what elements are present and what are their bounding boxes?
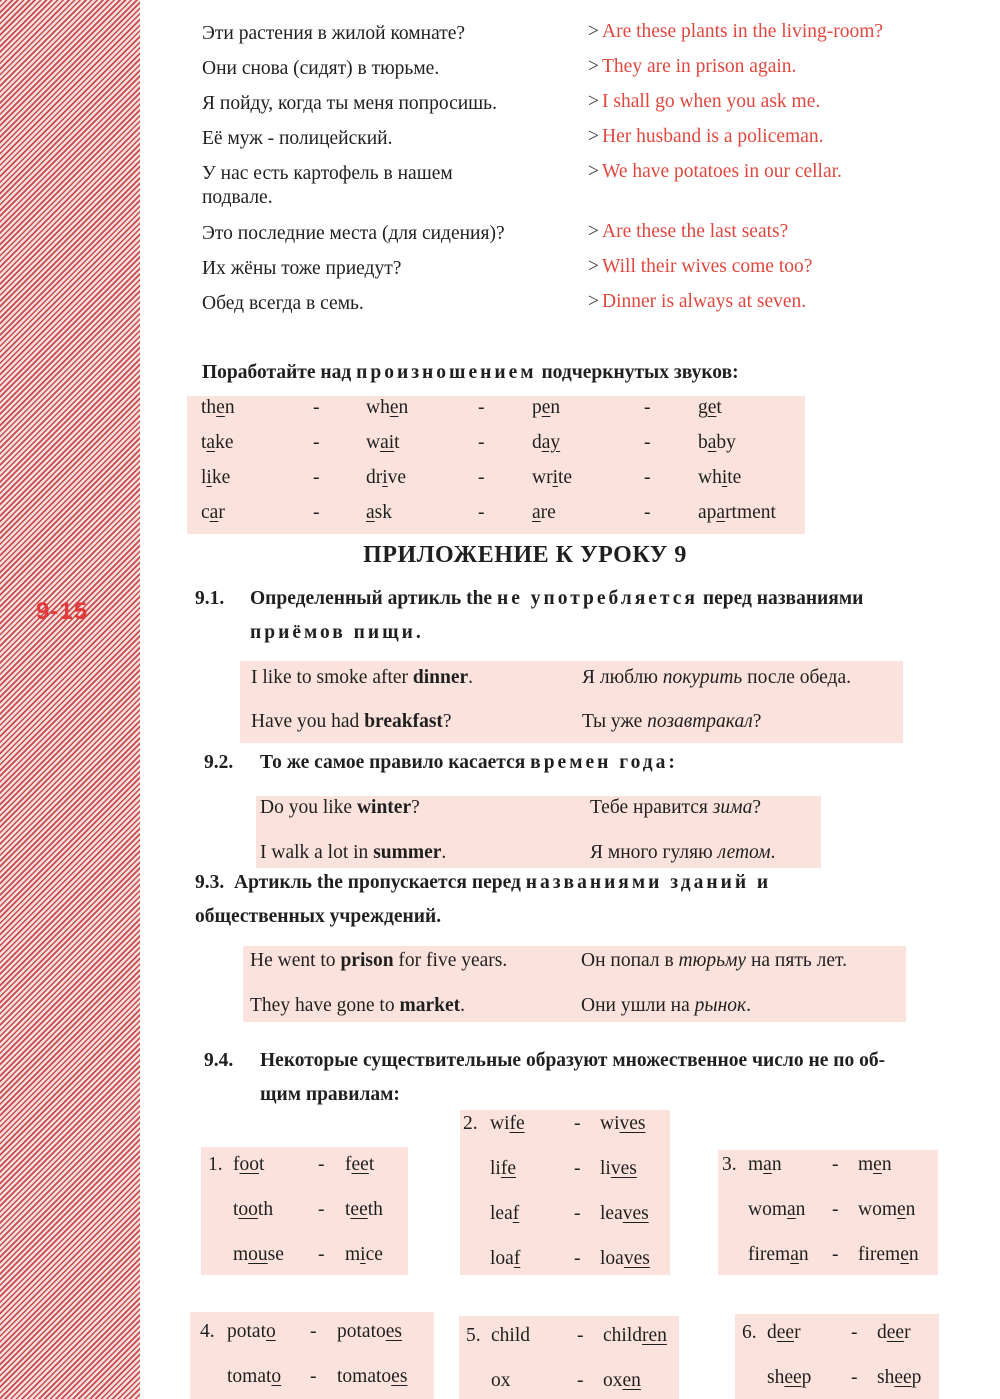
dash: -: [851, 1367, 858, 1388]
dash: -: [318, 1199, 325, 1220]
dash: -: [832, 1199, 839, 1220]
english-translation: > Dinner is always at seven.: [588, 291, 807, 312]
keyword-bold: summer: [373, 842, 442, 863]
word: oxen: [603, 1370, 641, 1391]
plural-form: [603, 1325, 667, 1347]
group-number: 1.: [208, 1154, 223, 1175]
underlined-sound: ves: [610, 1158, 637, 1179]
russian-sentence: Обед всегда в семь.: [202, 293, 364, 314]
dash: -: [478, 467, 485, 488]
word: men: [858, 1154, 892, 1175]
underlined-sound: a: [716, 502, 726, 523]
dash: -: [478, 397, 485, 418]
plural-form: [858, 1154, 892, 1176]
dash: -: [313, 397, 320, 418]
plural-form: [345, 1199, 383, 1221]
russian-sentence: У нас есть картофель в нашем подвале.: [202, 163, 453, 208]
underlined-sound: a: [206, 432, 216, 453]
underlined-sound: ves: [619, 1113, 646, 1134]
intro-text-end: подчеркнутых звуков:: [541, 362, 739, 383]
word: life: [490, 1158, 516, 1179]
singular-form: [227, 1366, 281, 1388]
dash: -: [313, 432, 320, 453]
word: drive: [366, 467, 407, 488]
pronunciation-word: [366, 502, 392, 524]
word: get: [698, 397, 722, 418]
pronunciation-word: [698, 432, 736, 454]
plural-form: [600, 1248, 650, 1270]
russian-sentence: Их жёны тоже приедут?: [202, 258, 402, 279]
word: fireman: [748, 1244, 809, 1265]
underlined-sound: oo: [239, 1154, 259, 1175]
dash: -: [577, 1325, 584, 1346]
underlined-sound: ay: [541, 432, 561, 453]
underlined-sound: a: [787, 1199, 796, 1220]
underlined-sound: a: [366, 502, 375, 523]
word: ox: [491, 1370, 511, 1391]
word: tomato: [227, 1366, 282, 1387]
word: children: [603, 1325, 667, 1346]
rule-keyword: the: [316, 872, 343, 893]
english-translation: > Are these the last seats?: [588, 221, 789, 242]
word: potatoes: [337, 1321, 402, 1342]
pronunciation-word: [698, 397, 722, 419]
singular-form: [490, 1158, 516, 1180]
dash: -: [644, 397, 651, 418]
word: baby: [698, 432, 736, 453]
arrow-marker: >: [588, 161, 599, 182]
russian-sentence: Её муж - полицейский.: [202, 128, 393, 149]
section-9-3-rule: [195, 866, 895, 934]
pronunciation-word: [366, 397, 408, 419]
underlined-sound: i: [552, 467, 558, 488]
group-number: 2.: [463, 1113, 478, 1134]
underlined-sound: ves: [623, 1248, 650, 1269]
arrow-marker: >: [588, 291, 599, 312]
arrow-marker: >: [588, 221, 599, 242]
section-number: 9.3.: [195, 872, 225, 893]
keyword-bold: market: [399, 995, 461, 1016]
singular-form: [767, 1367, 811, 1389]
plural-form: [600, 1203, 649, 1225]
english-translation: > They are in prison again.: [588, 56, 797, 77]
dash: -: [832, 1154, 839, 1175]
rule-keyword: the: [466, 588, 493, 609]
word: wife: [490, 1113, 525, 1134]
decorative-hatched-margin: [0, 0, 140, 1399]
word: wives: [600, 1113, 646, 1134]
rule-text: щим правилам:: [260, 1084, 400, 1105]
word: loaves: [600, 1248, 650, 1269]
underlined-sound: f: [512, 1203, 520, 1224]
singular-form: [233, 1199, 273, 1221]
word: man: [748, 1154, 782, 1175]
word: sheep: [767, 1367, 812, 1388]
word: wait: [366, 432, 400, 453]
pronunciation-word: [532, 397, 560, 419]
word: day: [532, 432, 561, 453]
underlined-sound: ee: [350, 1199, 368, 1220]
group-number: 6.: [742, 1322, 757, 1343]
pronunciation-word: [532, 502, 556, 524]
group-number: 3.: [722, 1154, 737, 1175]
underlined-sound: ou: [248, 1244, 268, 1265]
word: pen: [532, 397, 561, 418]
keyword-italic: позавтракал: [647, 711, 753, 732]
underlined-sound: i: [382, 467, 388, 488]
dash: -: [832, 1244, 839, 1265]
rule-text: общественных учреждений.: [195, 906, 442, 927]
word: women: [858, 1199, 916, 1220]
word: write: [532, 467, 573, 488]
english-translation: > I shall go when you ask me.: [588, 91, 821, 112]
dash: -: [644, 502, 651, 523]
dash: -: [574, 1203, 581, 1224]
underlined-sound: fe: [500, 1158, 516, 1179]
singular-form: [748, 1199, 805, 1221]
dash: -: [478, 502, 485, 523]
underlined-sound: ai: [380, 432, 395, 453]
keyword-italic: летом: [717, 842, 771, 863]
underlined-sound: a: [790, 1244, 799, 1265]
plural-form: [858, 1199, 915, 1221]
underlined-sound: a: [532, 502, 541, 523]
word: foot: [233, 1154, 265, 1175]
group-number: 5.: [466, 1325, 481, 1346]
dash: -: [574, 1158, 581, 1179]
example-english: Do you like winter?: [260, 797, 420, 818]
plural-form: [603, 1370, 641, 1392]
example-russian: Тебе нравится зима?: [590, 797, 761, 818]
plural-form: [345, 1154, 374, 1176]
group-number: 4.: [200, 1321, 215, 1342]
rule-text: Артикль: [234, 872, 312, 893]
example-russian: Я много гуляю летом.: [590, 842, 776, 863]
plural-form: [858, 1244, 919, 1266]
word: tooth: [233, 1199, 274, 1220]
plural-form: [337, 1366, 407, 1388]
underlined-sound: e: [389, 397, 399, 418]
dash: -: [310, 1366, 317, 1387]
word: tomatoes: [337, 1366, 408, 1387]
word: child: [491, 1325, 530, 1346]
example-russian: Я люблю покурить после обеда.: [582, 667, 852, 688]
dash: -: [574, 1113, 581, 1134]
underlined-sound: e: [873, 1154, 882, 1175]
pronunciation-word: [201, 502, 225, 524]
dash: -: [574, 1248, 581, 1269]
underlined-sound: ee: [894, 1367, 912, 1388]
pronunciation-word: [532, 432, 560, 454]
underlined-sound: e: [900, 1244, 909, 1265]
word: mouse: [233, 1244, 284, 1265]
word: firemen: [858, 1244, 919, 1265]
word: deer: [877, 1322, 911, 1343]
underlined-sound: f: [513, 1248, 521, 1269]
underlined-sound: en: [622, 1370, 641, 1391]
dash: -: [318, 1154, 325, 1175]
section-9-2-rule: [260, 746, 678, 780]
russian-sentence: Я пойду, когда ты меня попросишь.: [202, 93, 497, 114]
underlined-sound: a: [707, 432, 717, 453]
russian-sentence: Они снова (сидят) в тюрьме.: [202, 58, 440, 79]
keyword-italic: рынок: [694, 995, 747, 1016]
keyword-bold: dinner: [412, 667, 469, 688]
intro-emphasis: произношением: [356, 362, 537, 383]
dash: -: [851, 1322, 858, 1343]
english-translation: > Her husband is a policeman.: [588, 126, 824, 147]
arrow-marker: >: [588, 256, 599, 277]
underlined-sound: i: [360, 1244, 366, 1265]
underlined-sound: es: [391, 1366, 408, 1387]
underlined-sound: i: [721, 467, 728, 488]
rule-text: Определенный артикль: [250, 588, 462, 609]
underlined-sound: e: [707, 397, 717, 418]
intro-text: Поработайте над: [202, 362, 352, 383]
word: car: [201, 502, 225, 523]
pronunciation-word: [366, 432, 400, 454]
dash: -: [318, 1244, 325, 1265]
example-russian: Они ушли на рынок.: [581, 995, 751, 1016]
singular-form: [233, 1154, 264, 1176]
russian-sentence: Эти растения в жилой комнате?: [202, 23, 466, 44]
underlined-sound: ee: [776, 1322, 795, 1343]
example-russian: Он попал в тюрьму на пять лет.: [581, 950, 847, 971]
word: lives: [600, 1158, 637, 1179]
plural-form: [345, 1244, 383, 1266]
plural-form: [337, 1321, 402, 1343]
dash: -: [644, 432, 651, 453]
pronunciation-word: [201, 397, 235, 419]
arrow-marker: >: [588, 91, 599, 112]
singular-form: [233, 1244, 284, 1266]
rule-emphasis: названиями зданий и: [525, 872, 772, 893]
underlined-sound: ee: [784, 1367, 802, 1388]
keyword-bold: prison: [340, 950, 394, 971]
word: when: [366, 397, 409, 418]
singular-form: [767, 1322, 801, 1344]
singular-form: [490, 1203, 519, 1225]
appendix-title: ПРИЛОЖЕНИЕ К УРОКУ 9: [363, 542, 687, 568]
underlined-sound: a: [763, 1154, 772, 1175]
dash: -: [644, 467, 651, 488]
underlined-sound: o: [271, 1366, 282, 1387]
section-9-1-rule: [250, 582, 950, 650]
underlined-sound: ee: [351, 1154, 369, 1175]
dash: -: [577, 1370, 584, 1391]
dash: -: [313, 467, 320, 488]
underlined-sound: e: [541, 397, 551, 418]
arrow-marker: >: [588, 21, 599, 42]
word: leaf: [490, 1203, 520, 1224]
english-translation: > We have potatoes in our cellar.: [588, 161, 842, 182]
rule-text: Некоторые существительные образуют множественное число не по об-: [260, 1050, 886, 1071]
word: leaves: [600, 1203, 649, 1224]
word: apartment: [698, 502, 776, 523]
keyword-italic: покурить: [662, 667, 743, 688]
english-translation: > Are these plants in the living-room?: [588, 21, 884, 42]
example-english: I walk a lot in summer.: [260, 842, 447, 863]
example-english: I like to smoke after dinner.: [251, 667, 474, 688]
word: mice: [345, 1244, 383, 1265]
underlined-sound: ves: [622, 1203, 649, 1224]
rule-text: То же самое правило касается: [260, 752, 526, 773]
example-english: Have you had breakfast?: [251, 711, 452, 732]
dash: -: [310, 1321, 317, 1342]
plural-form: [600, 1113, 646, 1135]
english-translation: > Will their wives come too?: [588, 256, 813, 277]
pronunciation-word: [532, 467, 572, 489]
pronunciation-word: [366, 467, 406, 489]
underlined-sound: e: [897, 1199, 906, 1220]
singular-form: [748, 1244, 809, 1266]
word: sheep: [877, 1367, 922, 1388]
pronunciation-word: [698, 467, 741, 489]
keyword-bold: breakfast: [364, 711, 443, 732]
example-english: He went to prison for five years.: [250, 950, 508, 971]
keyword-bold: winter: [356, 797, 412, 818]
underlined-sound: es: [385, 1321, 402, 1342]
example-russian: Ты уже позавтракал?: [582, 711, 762, 732]
pronunciation-intro: [202, 362, 739, 384]
word: loaf: [490, 1248, 521, 1269]
pronunciation-word: [698, 502, 776, 524]
plural-form: [877, 1322, 911, 1344]
underlined-sound: ren: [642, 1325, 667, 1346]
arrow-marker: >: [588, 56, 599, 77]
word: white: [698, 467, 742, 488]
rule-text: перед названиями: [702, 588, 864, 609]
rule-text: пропускается перед: [347, 872, 521, 893]
singular-form: [490, 1248, 520, 1270]
word: woman: [748, 1199, 806, 1220]
singular-form: [748, 1154, 782, 1176]
word: potato: [227, 1321, 276, 1342]
keyword-italic: зима: [712, 797, 753, 818]
word: ask: [366, 502, 392, 523]
pronunciation-word: [201, 467, 230, 489]
underlined-sound: ee: [886, 1322, 905, 1343]
underlined-sound: i: [206, 467, 212, 488]
underlined-sound: o: [266, 1321, 276, 1342]
word: take: [201, 432, 234, 453]
underlined-sound: fe: [509, 1113, 525, 1134]
singular-form: [490, 1113, 525, 1135]
word: then: [201, 397, 235, 418]
word: feet: [345, 1154, 375, 1175]
pronunciation-word: [201, 432, 233, 454]
dash: -: [313, 502, 320, 523]
plural-form: [600, 1158, 637, 1180]
underlined-sound: oo: [238, 1199, 258, 1220]
word: are: [532, 502, 556, 523]
word: deer: [767, 1322, 801, 1343]
plural-form: [877, 1367, 921, 1389]
word: like: [201, 467, 231, 488]
section-9-4-rule: [260, 1044, 960, 1112]
word: teeth: [345, 1199, 383, 1220]
section-number: 9.2.: [204, 752, 234, 773]
page-mark: 9-15: [36, 598, 89, 625]
arrow-marker: >: [588, 126, 599, 147]
singular-form: [491, 1370, 511, 1392]
underlined-sound: e: [216, 397, 225, 418]
rule-emphasis: приёмов пищи.: [250, 622, 424, 643]
section-number: 9.4.: [204, 1050, 234, 1071]
rule-emphasis: времен года:: [530, 752, 678, 773]
example-english: They have gone to market.: [250, 995, 465, 1016]
underlined-sound: a: [209, 502, 219, 523]
dash: -: [478, 432, 485, 453]
singular-form: [227, 1321, 276, 1343]
section-number: 9.1.: [195, 588, 225, 609]
russian-sentence: Это последние места (для сидения)?: [202, 223, 505, 244]
singular-form: [491, 1325, 530, 1347]
keyword-italic: тюрьму: [678, 950, 747, 971]
rule-emphasis: не употребляется: [496, 588, 698, 609]
